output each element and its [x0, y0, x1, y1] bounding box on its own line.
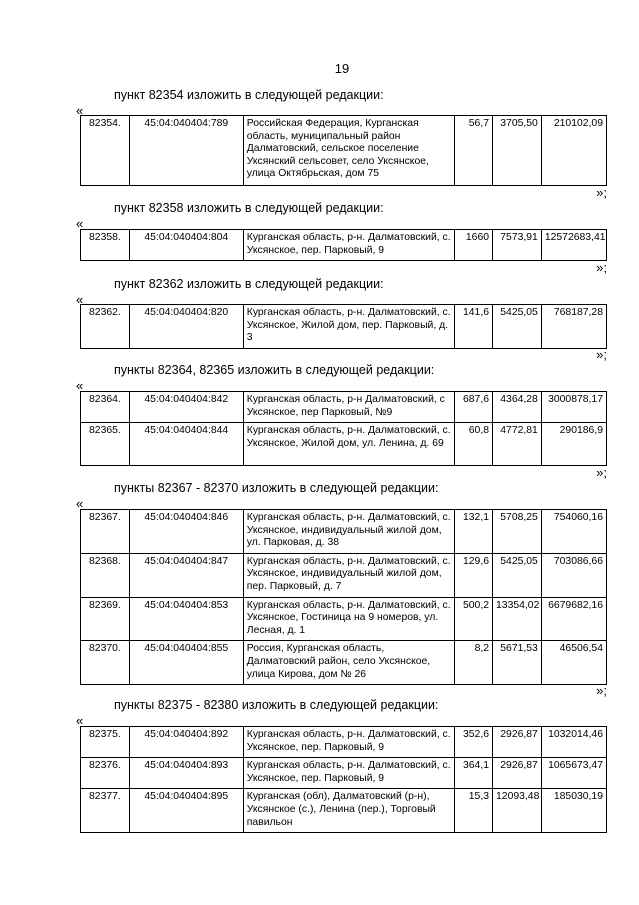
unit-price: 5425,05	[493, 305, 542, 349]
object-address: Курганская область, р-н. Далматовский, с. Уксянское, Гостиница на 9 номеров, ул. Лесная, д. 1	[243, 597, 455, 641]
table-row	[81, 392, 607, 423]
table-row	[81, 727, 607, 758]
object-area: 500,2	[455, 597, 493, 641]
cadastral-value: 1065673,47	[541, 758, 606, 789]
unit-price: 4772,81	[493, 423, 542, 466]
row-number: 82376.	[81, 758, 130, 789]
table-row	[81, 641, 607, 685]
object-area: 364,1	[455, 758, 493, 789]
cadastral-number: 45:04:040404:893	[129, 758, 243, 789]
amendment-instruction: пункты 82364, 82365 изложить в следующей редакции:	[114, 363, 435, 377]
amendment-instruction: пункт 82358 изложить в следующей редакции:	[114, 201, 384, 215]
cadastral-number: 45:04:040404:844	[129, 423, 243, 466]
cadastral-number: 45:04:040404:842	[129, 392, 243, 423]
close-quote: »;	[596, 260, 607, 275]
object-area: 1660	[455, 230, 493, 261]
cadastral-number: 45:04:040404:853	[129, 597, 243, 641]
unit-price: 12093,48	[493, 789, 542, 833]
table-row	[81, 423, 607, 466]
object-address: Курганская область, р-н. Далматовский, с. Уксянское, индивидуальный жилой дом, пер. Парковый, д. 7	[243, 553, 455, 597]
cadastral-number: 45:04:040404:847	[129, 553, 243, 597]
cadastral-number: 45:04:040404:846	[129, 510, 243, 554]
unit-price: 13354,02	[493, 597, 542, 641]
cadastral-value: 210102,09	[541, 116, 606, 186]
table-row	[81, 553, 607, 597]
object-area: 352,6	[455, 727, 493, 758]
cadastral-value: 768187,28	[541, 305, 606, 349]
cadastral-number: 45:04:040404:804	[129, 230, 243, 261]
register-table	[80, 509, 607, 685]
object-address: Курганская область, р-н. Далматовский, с. Уксянское, пер. Парковый, 9	[243, 230, 455, 261]
cadastral-number: 45:04:040404:855	[129, 641, 243, 685]
unit-price: 5671,53	[493, 641, 542, 685]
open-quote: «	[76, 713, 84, 728]
object-area: 8,2	[455, 641, 493, 685]
unit-price: 4364,28	[493, 392, 542, 423]
cadastral-number: 45:04:040404:895	[129, 789, 243, 833]
object-area: 60,8	[455, 423, 493, 466]
cadastral-value: 703086,66	[541, 553, 606, 597]
object-address: Курганская область, р-н. Далматовский, с. Уксянское, Жилой дом, ул. Ленина, д. 69	[243, 423, 455, 466]
open-quote: «	[76, 496, 84, 511]
cadastral-number: 45:04:040404:820	[129, 305, 243, 349]
row-number: 82354.	[81, 116, 130, 186]
register-table	[80, 391, 607, 466]
row-number: 82368.	[81, 553, 130, 597]
object-area: 141,6	[455, 305, 493, 349]
object-address: Курганская (обл), Далматовский (р-н), Уксянское (с.), Ленина (пер.), Торговый павильон	[243, 789, 455, 833]
table-row	[81, 305, 607, 349]
object-address: Курганская область, р-н. Далматовский, с. Уксянское, Жилой дом, пер. Парковый, д. 3	[243, 305, 455, 349]
unit-price: 5425,05	[493, 553, 542, 597]
row-number: 82377.	[81, 789, 130, 833]
close-quote: »;	[596, 347, 607, 362]
open-quote: «	[76, 378, 84, 393]
register-table	[80, 115, 607, 186]
close-quote: »;	[596, 683, 607, 698]
row-number: 82370.	[81, 641, 130, 685]
register-table	[80, 304, 607, 349]
object-area: 15,3	[455, 789, 493, 833]
close-quote: »;	[596, 185, 607, 200]
object-address: Курганская область, р-н. Далматовский, с. Уксянское, индивидуальный жилой дом, ул. Парковая, д. 38	[243, 510, 455, 554]
row-number: 82364.	[81, 392, 130, 423]
row-number: 82375.	[81, 727, 130, 758]
amendment-instruction: пункты 82367 - 82370 изложить в следующей редакции:	[114, 481, 439, 495]
cadastral-value: 6679682,16	[541, 597, 606, 641]
cadastral-number: 45:04:040404:789	[129, 116, 243, 186]
object-area: 687,6	[455, 392, 493, 423]
object-area: 132,1	[455, 510, 493, 554]
table-row	[81, 510, 607, 554]
row-number: 82369.	[81, 597, 130, 641]
row-number: 82365.	[81, 423, 130, 466]
object-area: 129,6	[455, 553, 493, 597]
open-quote: «	[76, 292, 84, 307]
cadastral-value: 46506,54	[541, 641, 606, 685]
object-address: Курганская область, р-н Далматовский, с Уксянское, пер Парковый, №9	[243, 392, 455, 423]
table-row	[81, 597, 607, 641]
close-quote: »;	[596, 465, 607, 480]
row-number: 82367.	[81, 510, 130, 554]
row-number: 82358.	[81, 230, 130, 261]
unit-price: 2926,87	[493, 727, 542, 758]
register-table	[80, 726, 607, 833]
cadastral-value: 12572683,41	[541, 230, 606, 261]
cadastral-value: 290186,9	[541, 423, 606, 466]
object-area: 56,7	[455, 116, 493, 186]
cadastral-number: 45:04:040404:892	[129, 727, 243, 758]
object-address: Курганская область, р-н. Далматовский, с. Уксянское, пер. Парковый, 9	[243, 758, 455, 789]
object-address: Курганская область, р-н. Далматовский, с. Уксянское, пер. Парковый, 9	[243, 727, 455, 758]
unit-price: 3705,50	[493, 116, 542, 186]
unit-price: 2926,87	[493, 758, 542, 789]
open-quote: «	[76, 103, 84, 118]
table-row	[81, 758, 607, 789]
unit-price: 5708,25	[493, 510, 542, 554]
cadastral-value: 1032014,46	[541, 727, 606, 758]
object-address: Российская Федерация, Курганская область, муниципальный район Далматовский, сельское поселение Уксянский сельсовет, село Уксянское, улица Октябрьская, дом 75	[243, 116, 455, 186]
amendment-instruction: пункт 82362 изложить в следующей редакции:	[114, 277, 384, 291]
unit-price: 7573,91	[493, 230, 542, 261]
amendment-instruction: пункты 82375 - 82380 изложить в следующей редакции:	[114, 698, 439, 712]
cadastral-value: 754060,16	[541, 510, 606, 554]
table-row	[81, 789, 607, 833]
table-row	[81, 116, 607, 186]
page-number: 19	[334, 61, 350, 76]
amendment-instruction: пункт 82354 изложить в следующей редакции:	[114, 88, 384, 102]
cadastral-value: 3000878,17	[541, 392, 606, 423]
table-row	[81, 230, 607, 261]
cadastral-value: 185030,19	[541, 789, 606, 833]
open-quote: «	[76, 216, 84, 231]
row-number: 82362.	[81, 305, 130, 349]
register-table	[80, 229, 607, 261]
object-address: Россия, Курганская область, Далматовский район, село Уксянское, улица Кирова, дом № 26	[243, 641, 455, 685]
